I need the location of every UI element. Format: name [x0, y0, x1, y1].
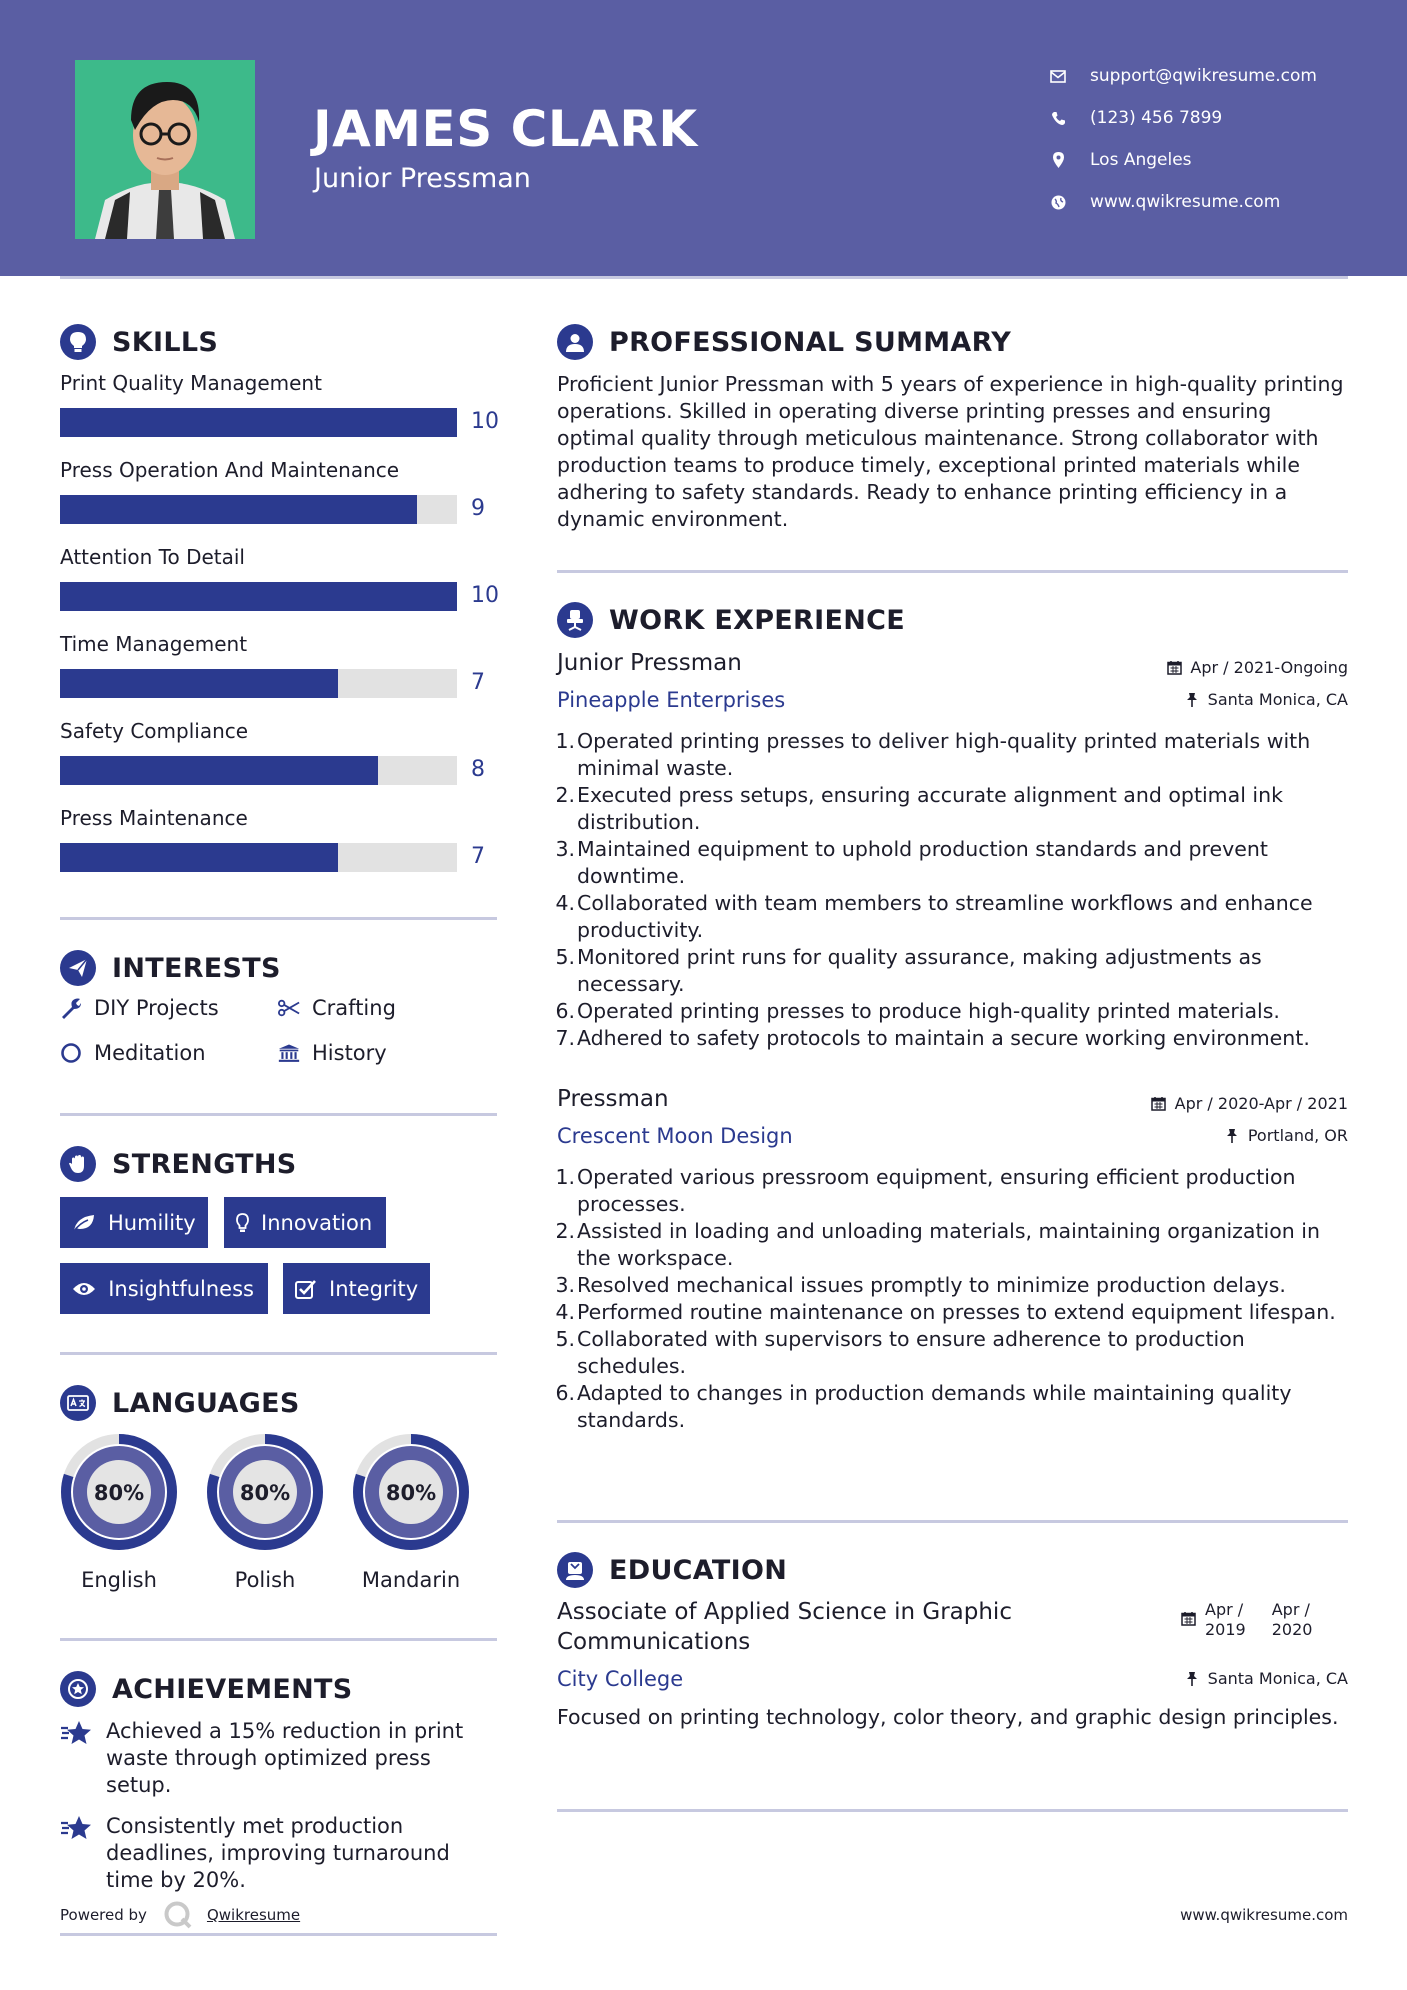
- paper-plane-icon: [60, 950, 96, 986]
- language-ring: [203, 1430, 327, 1554]
- duty-number: 7.: [555, 1026, 575, 1050]
- job-location: Santa Monica, CA: [1184, 690, 1348, 709]
- duty-text: Maintained equipment to uphold production standards and prevent downtime.: [577, 837, 1268, 888]
- calendar-icon: [1151, 1096, 1167, 1112]
- skill-bar-fill: [60, 582, 457, 611]
- duty-number: 1.: [555, 1165, 575, 1189]
- strength-tag: Humility: [60, 1197, 208, 1248]
- chair-icon: [557, 602, 593, 638]
- duty-item: [552, 1380, 1348, 1434]
- footer-divider: [60, 1933, 497, 1936]
- skills-divider: [60, 917, 497, 920]
- strength-tag: Innovation: [224, 1197, 386, 1248]
- skill-bar-track: [60, 669, 457, 698]
- globe-icon: [1050, 194, 1066, 210]
- skill-name: Print Quality Management: [60, 371, 322, 395]
- language-item: [349, 1430, 473, 1592]
- duty-item: [552, 1025, 1348, 1052]
- job-dates: Apr / 2021-Ongoing: [1166, 658, 1348, 677]
- skill-name: Time Management: [60, 632, 248, 656]
- eye-icon: [72, 1278, 96, 1300]
- education-school: City College: [557, 1667, 684, 1691]
- duty-number: 3.: [555, 837, 575, 861]
- profile-photo: [75, 60, 255, 239]
- duty-text: Resolved mechanical issues promptly to minimize production delays.: [577, 1273, 1286, 1297]
- job-company: Pineapple Enterprises: [557, 688, 786, 712]
- languages-heading: LANGUAGES: [60, 1385, 300, 1421]
- map-marker-icon: [1050, 152, 1066, 168]
- skill-name: Safety Compliance: [60, 719, 249, 743]
- powered-by-label: Powered by: [60, 1906, 147, 1924]
- education-heading: EDUCATION: [557, 1552, 787, 1588]
- duty-text: Collaborated with team members to streamline workflows and enhance productivity.: [577, 891, 1313, 942]
- scissors-icon: [278, 997, 300, 1019]
- education-end-month: Apr /: [1271, 1600, 1310, 1619]
- duty-item: [552, 836, 1348, 890]
- star-icon: [60, 1720, 92, 1748]
- lightbulb-icon: [60, 324, 96, 360]
- job-role: Junior Pressman: [557, 650, 742, 676]
- skill-bar-track: [60, 408, 457, 437]
- wrench-icon: [60, 997, 82, 1019]
- skill-name: Press Operation And Maintenance: [60, 458, 400, 482]
- pin-icon: [1224, 1128, 1240, 1144]
- language-ring: [349, 1430, 473, 1554]
- skill-bar-track: [60, 843, 457, 872]
- summary-heading: PROFESSIONAL SUMMARY: [557, 324, 1011, 360]
- skill-value: 8: [471, 757, 485, 782]
- duty-item: [552, 782, 1348, 836]
- duty-number: 5.: [555, 1327, 575, 1351]
- duty-item: [552, 1272, 1348, 1299]
- qwikresume-link[interactable]: Qwikresume: [206, 1906, 301, 1924]
- skill-bar-track: [60, 495, 457, 524]
- education-divider: [557, 1809, 1348, 1812]
- skill-value: 7: [471, 844, 485, 869]
- job-dates: Apr / 2020-Apr / 2021: [1151, 1094, 1348, 1113]
- duty-text: Operated various pressroom equipment, ensuring efficient production processes.: [577, 1165, 1296, 1216]
- duty-number: 5.: [555, 945, 575, 969]
- skill-bar-fill: [60, 495, 417, 524]
- duty-text: Adapted to changes in production demands while maintaining quality standards.: [577, 1381, 1292, 1432]
- languages-divider: [60, 1638, 497, 1641]
- header-banner: [0, 0, 1407, 276]
- job-duties: [552, 1164, 1348, 1434]
- achievement-item: Achieved a 15% reduction in print waste through optimized press setup.: [60, 1718, 480, 1799]
- interest-item: DIY Projects: [60, 996, 219, 1020]
- duty-item: [552, 1326, 1348, 1380]
- powered-by: [60, 1900, 300, 1930]
- contact-website-text: www.qwikresume.com: [1090, 192, 1281, 212]
- skill-bar-track: [60, 756, 457, 785]
- candidate-name: JAMES CLARK: [313, 100, 698, 158]
- star-badge-icon: [60, 1671, 96, 1707]
- calendar-icon: [1166, 660, 1182, 676]
- strength-tag: Insightfulness: [60, 1263, 268, 1314]
- footer-website[interactable]: www.qwikresume.com: [1180, 1906, 1348, 1924]
- contact-phone-text: (123) 456 7899: [1090, 108, 1223, 128]
- language-item: [203, 1430, 327, 1592]
- duty-item: [552, 1164, 1348, 1218]
- contact-phone[interactable]: [1050, 97, 1370, 139]
- contact-list: [1050, 55, 1370, 223]
- education-dates: [1181, 1600, 1312, 1640]
- phone-icon: [1050, 110, 1066, 126]
- education-description: Focused on printing technology, color theory, and graphic design principles.: [557, 1705, 1339, 1729]
- language-percent: 80%: [239, 1481, 291, 1505]
- language-icon: [60, 1385, 96, 1421]
- education-start-year: 2019: [1205, 1620, 1246, 1639]
- duty-number: 4.: [555, 891, 575, 915]
- education-location: Santa Monica, CA: [1184, 1669, 1348, 1688]
- skill-bar-fill: [60, 843, 338, 872]
- language-name: Mandarin: [361, 1568, 461, 1592]
- hand-icon: [60, 1146, 96, 1182]
- language-item: [57, 1430, 181, 1592]
- duty-number: 1.: [555, 729, 575, 753]
- education-end-year: 2020: [1271, 1620, 1313, 1639]
- skill-bar-track: [60, 582, 457, 611]
- summary-text: Proficient Junior Pressman with 5 years of experience in high-quality printing operations. Skilled in operating diverse printing presses and ensuring optimal quality through meticulous maintenance. Strong collaborator with production teams to produce timely, exceptional printed materials while adhering to safety standards. Ready to enhance printing efficiency in a dynamic environment.: [557, 372, 1344, 531]
- user-icon: [557, 324, 593, 360]
- duty-text: Collaborated with supervisors to ensure adherence to production schedules.: [577, 1327, 1245, 1378]
- language-percent: 80%: [385, 1481, 437, 1505]
- duty-text: Operated printing presses to deliver high-quality printed materials with minimal waste.: [577, 729, 1311, 780]
- interest-item: History: [278, 1041, 387, 1065]
- skill-value: 9: [471, 496, 485, 521]
- pin-icon: [1184, 692, 1200, 708]
- duty-number: 6.: [555, 1381, 575, 1405]
- duty-item: [552, 1218, 1348, 1272]
- duty-text: Monitored print runs for quality assurance, making adjustments as necessary.: [577, 945, 1262, 996]
- job-duties: [552, 728, 1348, 1052]
- pin-icon: [1184, 1671, 1200, 1687]
- education-start-month: Apr /: [1205, 1600, 1244, 1619]
- interest-item: Meditation: [60, 1041, 206, 1065]
- interests-heading: INTERESTS: [60, 950, 281, 986]
- summary-divider: [557, 570, 1348, 573]
- achievement-item: Consistently met production deadlines, improving turnaround time by 20%.: [60, 1813, 480, 1894]
- graduate-icon: [557, 1552, 593, 1588]
- duty-text: Performed routine maintenance on presses to extend equipment lifespan.: [577, 1300, 1336, 1324]
- qwikresume-logo-icon: [163, 1900, 193, 1930]
- skill-name: Press Maintenance: [60, 806, 248, 830]
- duty-number: 2.: [555, 1219, 575, 1243]
- achievements-heading: ACHIEVEMENTS: [60, 1671, 353, 1707]
- duty-text: Operated printing presses to produce high-quality printed materials.: [577, 999, 1280, 1023]
- contact-email[interactable]: [1050, 55, 1370, 97]
- circle-icon: [60, 1042, 82, 1064]
- language-ring: [57, 1430, 181, 1554]
- duty-item: [552, 944, 1348, 998]
- header-divider: [60, 276, 1348, 279]
- duty-number: 2.: [555, 783, 575, 807]
- calendar-icon: [1181, 1611, 1196, 1640]
- job-role: Pressman: [557, 1086, 669, 1112]
- skill-name: Attention To Detail: [60, 545, 245, 569]
- strengths-divider: [60, 1352, 497, 1355]
- duty-text: Executed press setups, ensuring accurate alignment and optimal ink distribution.: [577, 783, 1283, 834]
- check-square-icon: [295, 1278, 317, 1300]
- duty-item: [552, 890, 1348, 944]
- duty-number: 6.: [555, 999, 575, 1023]
- duty-number: 3.: [555, 1273, 575, 1297]
- language-name: Polish: [234, 1568, 296, 1592]
- candidate-title: Junior Pressman: [314, 163, 531, 194]
- envelope-icon: [1050, 68, 1066, 84]
- duty-text: Adhered to safety protocols to maintain a secure working environment.: [577, 1026, 1310, 1050]
- duty-item: [552, 998, 1348, 1025]
- strength-tag: Integrity: [283, 1263, 430, 1314]
- skill-bar-fill: [60, 756, 378, 785]
- contact-website[interactable]: [1050, 181, 1370, 223]
- skill-value: 10: [471, 409, 499, 434]
- contact-email-text: support@qwikresume.com: [1090, 66, 1317, 86]
- lightbulb-icon: [236, 1212, 249, 1234]
- language-name: English: [81, 1568, 157, 1592]
- duty-item: [552, 728, 1348, 782]
- duty-item: [552, 1299, 1348, 1326]
- interest-item: Crafting: [278, 996, 396, 1020]
- skill-bar-fill: [60, 408, 457, 437]
- education-degree: Associate of Applied Science in Graphic Communications: [557, 1599, 1012, 1655]
- contact-location: [1050, 139, 1370, 181]
- experience-divider: [557, 1520, 1348, 1523]
- experience-heading: WORK EXPERIENCE: [557, 602, 905, 638]
- job-company: Crescent Moon Design: [557, 1124, 793, 1148]
- star-icon: [60, 1815, 92, 1843]
- leaf-icon: [72, 1212, 96, 1234]
- institution-icon: [278, 1042, 300, 1064]
- strengths-heading: STRENGTHS: [60, 1146, 297, 1182]
- skills-heading: SKILLS: [60, 324, 218, 360]
- skill-bar-fill: [60, 669, 338, 698]
- contact-location-text: Los Angeles: [1090, 150, 1192, 170]
- duty-number: 4.: [555, 1300, 575, 1324]
- skill-value: 10: [471, 583, 499, 608]
- job-location: Portland, OR: [1224, 1126, 1348, 1145]
- interests-divider: [60, 1113, 497, 1116]
- skill-value: 7: [471, 670, 485, 695]
- duty-text: Assisted in loading and unloading materials, maintaining organization in the workspace.: [577, 1219, 1320, 1270]
- language-percent: 80%: [93, 1481, 145, 1505]
